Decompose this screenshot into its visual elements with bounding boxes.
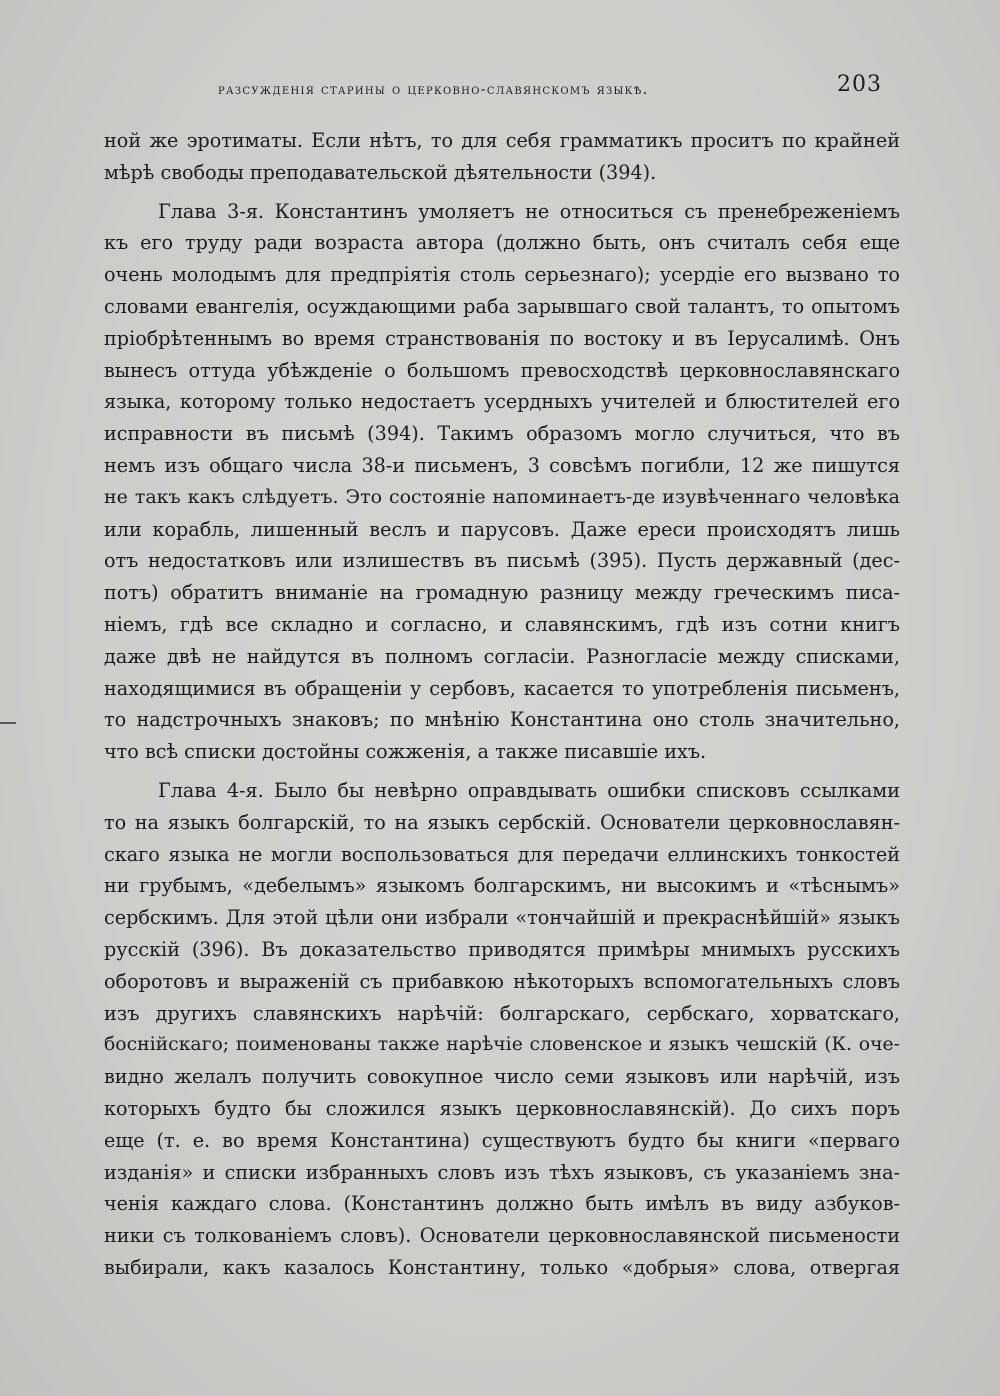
text-line: ніемъ, гдѣ все складно и согласно, и славянскимъ, гдѣ изъ сотни книгъ xyxy=(104,612,900,636)
text-line: выбирали, какъ казалось Константину, только «добрыя» слова, отвергая xyxy=(104,1255,900,1279)
page-number: 203 xyxy=(837,72,882,97)
text-line: къ его труду ради возраста автора (должно быть, онъ считалъ себя еще xyxy=(104,231,900,255)
body-text xyxy=(104,125,900,1284)
text-line: даже двѣ не найдутся въ полномъ согласіи. Разногласіе между списками, xyxy=(104,644,900,668)
paragraph-chapter-3 xyxy=(104,196,900,768)
text-line: исправности въ письмѣ (394). Такимъ образомъ могло случиться, что въ xyxy=(104,422,900,446)
text-line: оборотовъ и выраженій съ прибавкою нѣкоторыхъ вспомогательныхъ словъ xyxy=(104,969,900,993)
text-line: еще (т. е. во время Константина) существуютъ будто бы книги «перваго xyxy=(104,1128,900,1152)
text-line: которыхъ будто бы сложился языкъ церковнославянскій). До сихъ поръ xyxy=(104,1096,900,1120)
text-line: русскій (396). Въ доказательство приводятся примѣры мнимыхъ русскихъ xyxy=(104,937,900,961)
text-line: находящимися въ обращеніи у сербовъ, касается то употребленія письменъ, xyxy=(104,676,900,700)
text-line: изъ другихъ славянскихъ нарѣчій: болгарскаго, сербскаго, хорватскаго, xyxy=(104,1001,900,1025)
text-line: боснійскаго; поименованы также нарѣчіе словенское и языкъ чешскій (К. оче- xyxy=(104,1034,900,1056)
text-line: что всѣ списки достойны сожженія, а также писавшіе ихъ. xyxy=(104,740,707,764)
text-line: видно желалъ получить совокупное число семи языковъ или нарѣчій, изъ xyxy=(104,1065,900,1089)
text-line: языка, которому только недостаетъ усердныхъ учителей и блюстителей его xyxy=(104,390,900,414)
text-line: немъ изъ общаго числа 38-и письменъ, 3 совсѣмъ погибли, 12 же пишутся xyxy=(104,453,900,477)
text-line: или корабль, лишенный веслъ и парусовъ. Даже ереси происходятъ лишь xyxy=(104,517,900,541)
text-line: то на языкъ болгарскій, то на языкъ сербскій. Основатели церковнославян- xyxy=(104,810,900,834)
paragraph-chapter-4 xyxy=(104,775,900,1284)
running-head: разсужденія старины о церковно-славянскомъ языкѣ. xyxy=(218,82,649,98)
text-line: ни грубымъ, «дебелымъ» языкомъ болгарскимъ, ни высокимъ и «тѣснымъ» xyxy=(104,874,900,898)
text-line: Глава 4-я. Было бы невѣрно оправдывать ошибки списковъ ссылками xyxy=(158,778,900,802)
text-line: Глава 3-я. Константинъ умоляетъ не относиться съ пренебреженіемъ xyxy=(158,199,900,223)
text-line: сербскимъ. Для этой цѣли они избрали «тончайшій и прекраснѣйшій» языкъ xyxy=(104,906,900,930)
text-line: то надстрочныхъ знаковъ; по мнѣнію Константина оно столь значительно, xyxy=(104,708,900,732)
text-line: скаго языка не могли воспользоваться для передачи еллинскихъ тонкостей xyxy=(104,842,900,866)
text-line: очень молодымъ для предпріятія столь серьезнаго); усердіе его вызвано то xyxy=(104,263,900,287)
text-line: словами евангелія, осуждающими раба зарывшаго свой талантъ, то опытомъ xyxy=(104,294,900,318)
text-line: не такъ какъ слѣдуетъ. Это состояніе напоминаетъ-де изувѣченнаго человѣка xyxy=(104,485,900,508)
text-line: изданія» и списки избранныхъ словъ изъ тѣхъ языковъ, съ указаніемъ зна- xyxy=(104,1160,900,1184)
text-line: пріобрѣтеннымъ во время странствованія по востоку и въ Іерусалимѣ. Онъ xyxy=(104,326,900,350)
text-line: вынесъ оттуда убѣжденіе о большомъ превосходствѣ церковнославянскаго xyxy=(104,358,900,382)
margin-mark xyxy=(0,722,16,724)
page-header xyxy=(100,72,900,106)
text-line: мѣрѣ свободы преподавательской дѣятельности (394). xyxy=(104,160,657,184)
text-line: ники съ толкованіемъ словъ). Основатели церковнославянской письмености xyxy=(104,1224,900,1248)
text-line: отъ недостатковъ или излишествъ въ письмѣ (395). Пусть державный (дес- xyxy=(104,549,900,573)
text-line: ной же эротиматы. Если нѣтъ, то для себя грамматикъ проситъ по крайней xyxy=(104,129,900,152)
text-line: ченія каждаго слова. (Константинъ должно быть имѣлъ въ виду азбуков- xyxy=(104,1192,900,1216)
text-line: потъ) обратитъ вниманіе на громадную разницу между греческимъ писа- xyxy=(104,581,900,605)
paragraph-continuation xyxy=(104,125,900,189)
